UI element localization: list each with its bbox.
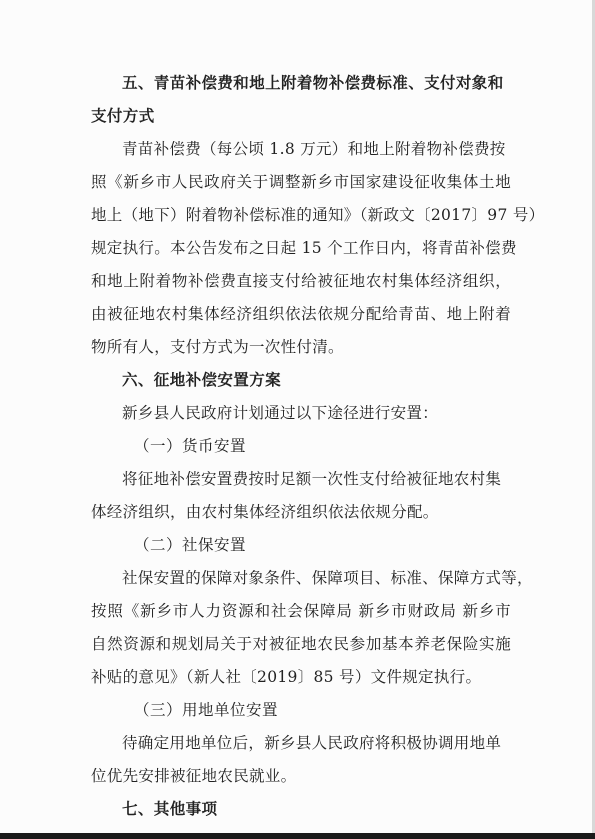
paragraph-line: 地上（地下）附着物补偿标准的通知》（新政文〔2017〕97 号） — [91, 206, 545, 224]
section6-heading: 六、征地补偿安置方案 — [122, 371, 282, 389]
paragraph-line: 按照《新乡市人力资源和社会保障局 新乡市财政局 新乡市 — [91, 602, 511, 620]
paragraph-line: 物所有人，支付方式为一次性付清。 — [91, 338, 344, 356]
paragraph-line: 社保安置的保障对象条件、保障项目、标准、保障方式等， — [122, 569, 533, 587]
paragraph-line: 青苗补偿费（每公顷 1.8 万元）和地上附着物补偿费按 — [122, 140, 506, 158]
paragraph-line: 照《新乡市人民政府关于调整新乡市国家建设征收集体土地 — [91, 173, 511, 191]
paragraph-line: 自然资源和规划局关于对被征地农民参加基本养老保险实施 — [91, 635, 511, 653]
section5-heading-line2: 支付方式 — [91, 107, 155, 125]
section7-heading: 七、其他事项 — [122, 800, 218, 818]
paragraph-line: 待确定用地单位后，新乡县人民政府将积极协调用地单 — [122, 734, 502, 752]
paragraph-line: 位优先安排被征地农民就业。 — [91, 767, 297, 785]
paragraph-line: 规定执行。本公告发布之日起 15 个工作日内，将青苗补偿费 — [91, 239, 517, 257]
paragraph-line: 和地上附着物补偿费直接支付给被征地农村集体经济组织， — [91, 272, 511, 290]
section6-intro: 新乡县人民政府计划通过以下途径进行安置： — [122, 404, 439, 422]
section5-heading-line1: 五、青苗补偿费和地上附着物补偿费标准、支付对象和 — [122, 74, 504, 92]
subsection-title-monetary: （一）货币安置 — [134, 437, 247, 455]
paragraph-line: 将征地补偿安置费按时足额一次性支付给被征地农村集 — [122, 470, 502, 488]
scan-bottom-border — [0, 833, 595, 839]
paragraph-line: 补贴的意见》（新人社〔2019〕85 号）文件规定执行。 — [91, 668, 482, 686]
paragraph-line: 体经济组织，由农村集体经济组织依法依规分配。 — [91, 503, 439, 521]
subsection-title-land-user: （三）用地单位安置 — [134, 701, 279, 719]
paragraph-line: 由被征地农村集体经济组织依法依规分配给青苗、地上附着 — [91, 305, 511, 323]
subsection-title-social-security: （二）社保安置 — [134, 536, 247, 554]
